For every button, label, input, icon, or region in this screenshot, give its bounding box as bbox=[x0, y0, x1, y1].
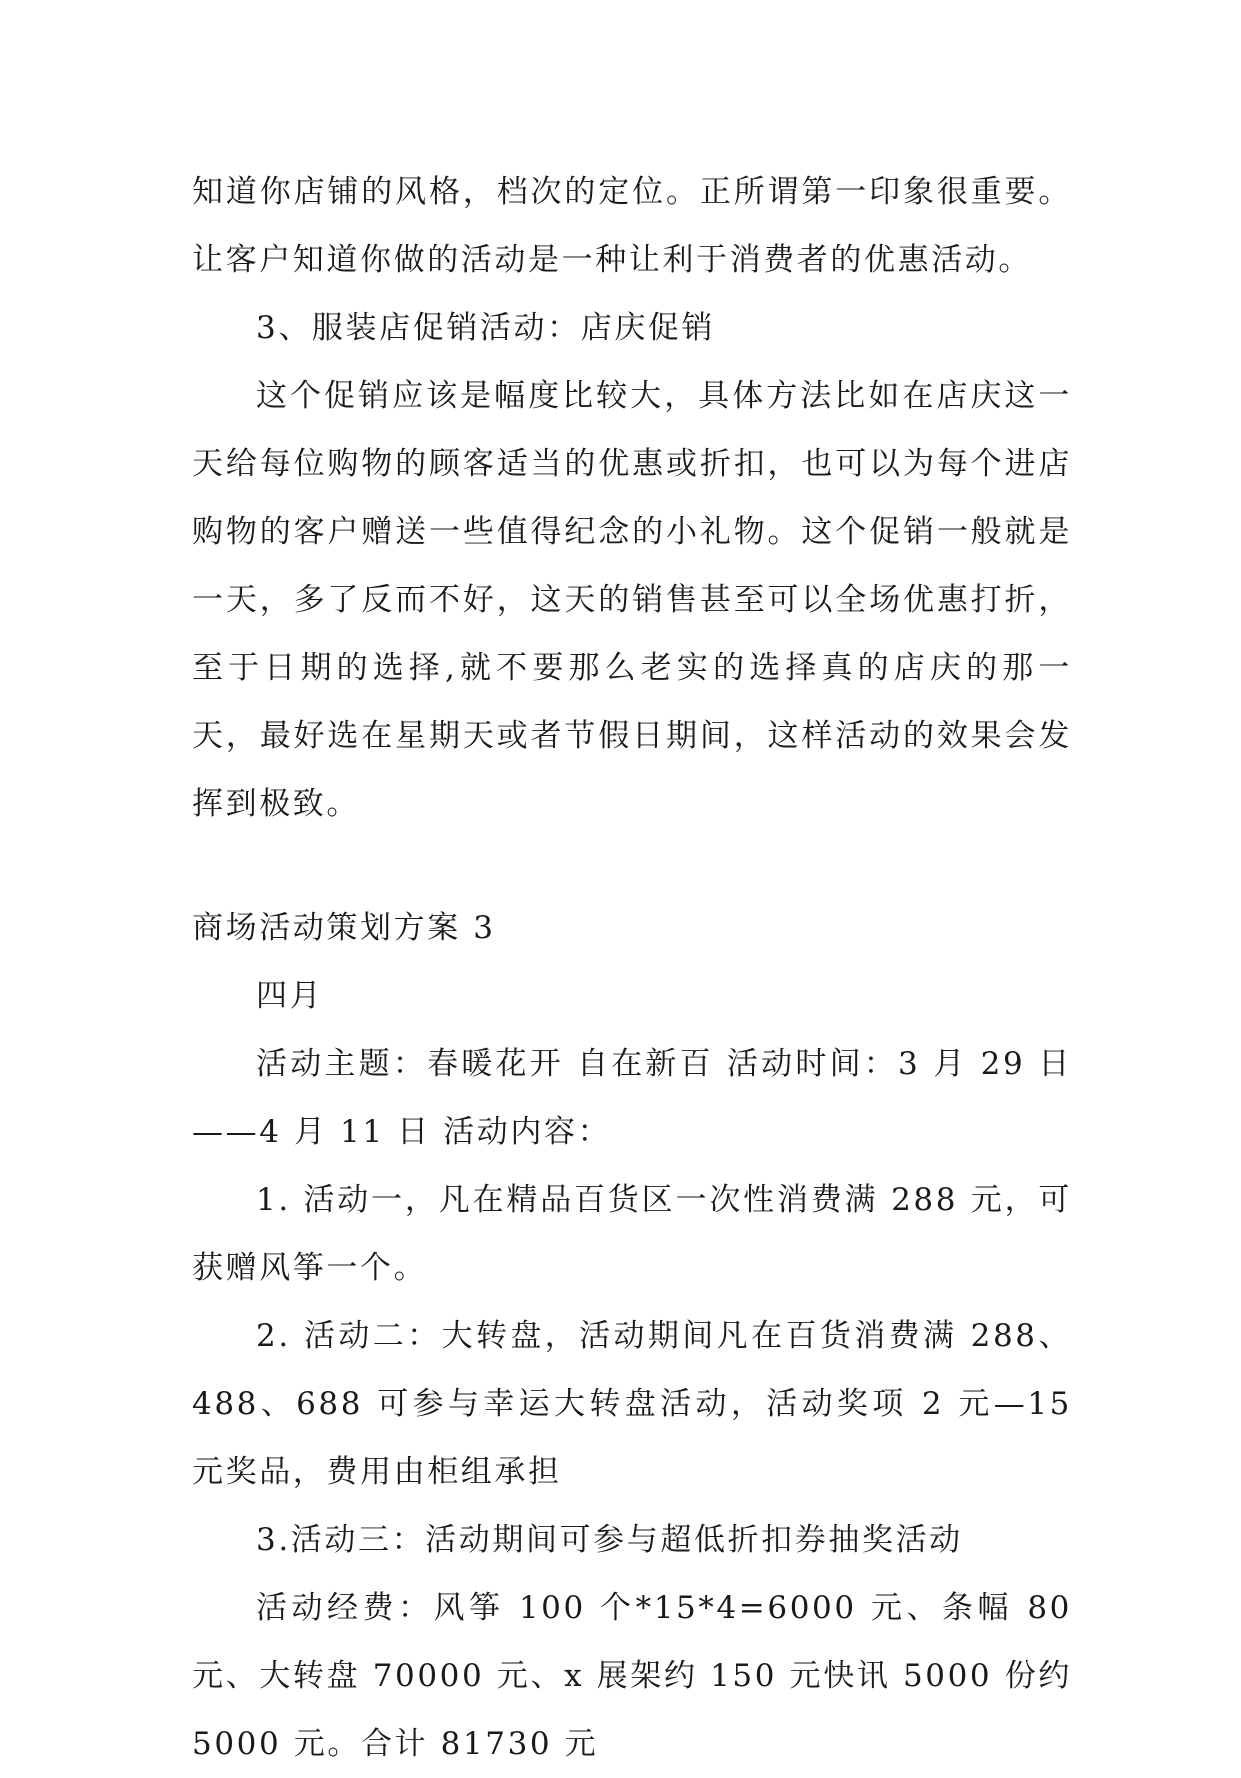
section-title: 商场活动策划方案 3 bbox=[192, 910, 496, 946]
paragraph-theme-time: 活动主题：春暖花开 自在新百 活动时间：3 月 29 日——4 月 11 日 活动内容： bbox=[192, 1046, 1072, 1150]
paragraph-anniversary-heading: 3、服装店促销活动：店庆促销 bbox=[256, 310, 716, 346]
paragraph-activity-two: 2. 活动二：大转盘，活动期间凡在百货消费满 288、488、688 可参与幸运大转盘活动，活动奖项 2 元—15 元奖品，费用由柜组承担 bbox=[192, 1318, 1072, 1490]
paragraph-anniversary-promotion: 这个促销应该是幅度比较大，具体方法比如在店庆这一天给每位购物的顾客适当的优惠或折扣，也可以为每个进店购物的客户赠送一些值得纪念的小礼物。这个促销一般就是一天，多了反而不好，这天的销售甚至可以全场优惠打折，至于日期的选择,就不要那么老实的选择真的店庆的那一天，最好选在星期天或者节假日期间，这样活动的效果会发挥到极致。 bbox=[192, 378, 1072, 822]
paragraph-activity-three: 3.活动三：活动期间可参与超低折扣券抽奖活动 bbox=[256, 1522, 963, 1558]
paragraph-month: 四月 bbox=[256, 978, 324, 1014]
document-body bbox=[192, 158, 1072, 1778]
paragraph-budget: 活动经费：风筝 100 个*15*4=6000 元、条幅 80 元、大转盘 70000 元、x 展架约 150 元快讯 5000 份约 5000 元。合计 81730 元 bbox=[192, 1590, 1072, 1762]
paragraph-store-style: 知道你店铺的风格，档次的定位。正所谓第一印象很重要。让客户知道你做的活动是一种让利于消费者的优惠活动。 bbox=[192, 174, 1072, 278]
paragraph-activity-one: 1. 活动一，凡在精品百货区一次性消费满 288 元，可获赠风筝一个。 bbox=[192, 1182, 1072, 1286]
